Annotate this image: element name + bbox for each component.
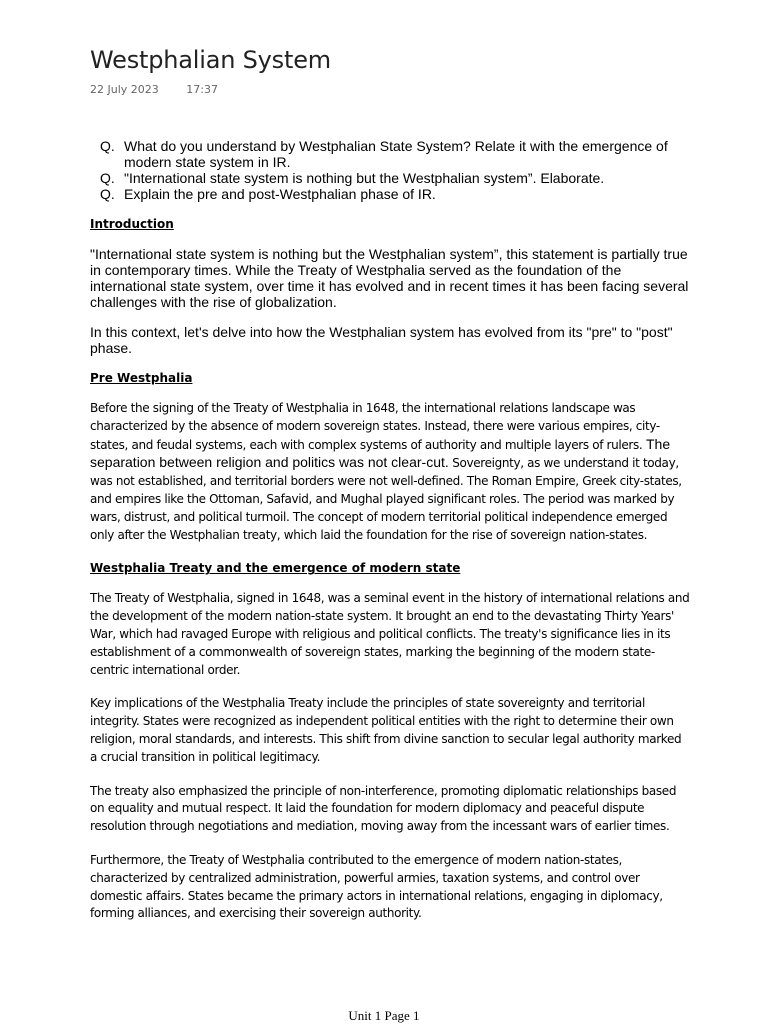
section-heading-pre-westphalia: Pre Westphalia [90, 371, 193, 385]
question-marker: Q. [100, 138, 115, 154]
paragraph-segment: Sovereignty, as we understand it today, was not established, and territorial borders were not well-defined. The Roman Empire, Greek city-states, and empires like the Ottoman, Safavid, and Mughal played significant roles. The period was marked by wars, distrust, and political turmoil. The concept of modern territorial political independence emerged only after the Westphalian treaty, which laid the foundation for the rise of sovereign nation-states. [90, 456, 682, 542]
paragraph-segment-highlight: The separation between religion and politics was not clear-cut. [90, 435, 671, 471]
question-text: "International state system is nothing but the Westphalian system”. Elaborate. [124, 170, 605, 186]
westphalia-treaty-paragraph: The Treaty of Westphalia, signed in 1648, was a seminal event in the history of international relations and the development of the modern nation-state system. It brought an end to the devastating Thirty Years' War, which had ravaged Europe with religious and political conflicts. The treaty's significance lies in its establishment of a commonwealth of sovereign states, marking the beginning of the modern state-centric international order. [90, 591, 690, 677]
question-marker: Q. [100, 170, 115, 186]
question-marker: Q. [100, 186, 115, 202]
page-date: 22 July 2023 [90, 83, 159, 96]
westphalia-treaty-paragraph: Furthermore, the Treaty of Westphalia contributed to the emergence of modern nation-states, characterized by centralized administration, powerful armies, taxation systems, and control over domestic affairs. States became the primary actors in international relations, engaging in diplomacy, forming alliances, and exercising their sovereign authority. [90, 852, 663, 921]
introduction-paragraph: "International state system is nothing but the Westphalian system”, this statement is partially true in contemporary times. While the Treaty of Westphalia served as the foundation of the international state system, over time it has evolved and in recent times it has been facing several challenges with the rise of globalization. [90, 246, 689, 310]
section-heading-introduction: Introduction [90, 217, 174, 231]
question-text: Explain the pre and post-Westphalian phase of IR. [124, 186, 436, 202]
page-time: 17:37 [186, 83, 218, 96]
westphalia-treaty-paragraph: Key implications of the Westphalia Treaty include the principles of state sovereignty and territorial integrity. States were recognized as independent political entities with the right to determine their own religion, moral standards, and interests. This shift from divine sanction to secular legal authority marked a crucial transition in political legitimacy. [90, 696, 682, 764]
question-item [90, 138, 690, 170]
page-title: Westphalian System [90, 46, 331, 74]
section-heading-westphalia-treaty: Westphalia Treaty and the emergence of modern state [90, 561, 461, 576]
question-list [90, 138, 690, 202]
westphalia-treaty-paragraph: The treaty also emphasized the principle of non-interference, promoting diplomatic relationships based on equality and mutual respect. It laid the foundation for modern diplomacy and peaceful dispute resolution through negotiations and mediation, moving away from the incessant wars of earlier times. [90, 783, 677, 834]
page-meta [90, 83, 218, 96]
paragraph-segment: Before the signing of the Treaty of Westphalia in 1648, the international relations landscape was characterized by the absence of modern sovereign states. Instead, there were various empires, city-states, and feudal systems, each with complex systems of authority and multiple layers of rulers. [90, 401, 660, 452]
question-item [90, 186, 690, 202]
question-item [90, 170, 690, 186]
introduction-paragraph: In this context, let's delve into how the Westphalian system has evolved from its "pre" to "post" phase. [90, 324, 673, 356]
question-text: What do you understand by Westphalian State System? Relate it with the emergence of modern state system in IR. [124, 138, 668, 170]
pre-westphalia-paragraph [90, 400, 690, 544]
note-content [90, 138, 690, 939]
page-footer: Unit 1 Page 1 [348, 1008, 420, 1023]
